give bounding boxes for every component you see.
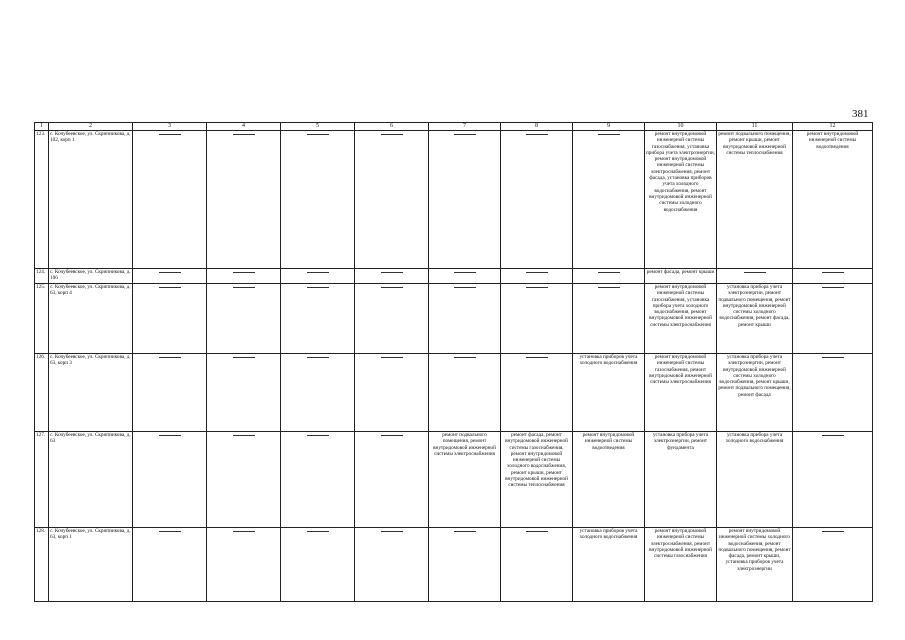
dash-mark [822, 357, 844, 358]
empty-cell [717, 269, 793, 284]
empty-cell [281, 528, 355, 602]
works-cell: установка прибора учета холодного водоснабжения [717, 432, 793, 528]
empty-cell [501, 354, 573, 432]
dash-mark [159, 287, 181, 288]
dash-mark [159, 357, 181, 358]
works-cell: ремонт внутридомовой инженерной системы газоснабжения, установка прибора учета электроэнергии, ремонт внутридомовой инженерной системы электроснабжения, ремонт фасада, установка приборов учета холодного водоснабжения, ремонт внутридомовой инженерной системы холодного водоснабжения [645, 131, 717, 269]
dash-mark [307, 134, 329, 135]
column-header-1: 1 [35, 123, 49, 131]
dash-mark [526, 531, 548, 532]
dash-mark [598, 287, 620, 288]
dash-mark [526, 357, 548, 358]
empty-cell [133, 432, 207, 528]
empty-cell [355, 432, 429, 528]
works-cell: ремонт фасада, ремонт крыши [645, 269, 717, 284]
empty-cell [573, 284, 645, 354]
empty-cell [793, 432, 873, 528]
dash-mark [233, 357, 255, 358]
empty-cell [573, 269, 645, 284]
table-row [35, 528, 873, 602]
works-cell: установка прибора учета электроэнергии, ремонт фундамента [645, 432, 717, 528]
empty-cell [207, 528, 281, 602]
works-cell: ремонт подвального помещения, ремонт внутридомовой инженерной системы электроснабжения [429, 432, 501, 528]
empty-cell [133, 528, 207, 602]
works-cell: ремонт подвального помещения, ремонт крыши, ремонт внутридомовой инженерной системы теплоснабжения [717, 131, 793, 269]
empty-cell [207, 131, 281, 269]
column-header-11: 11 [717, 123, 793, 131]
page-number: 381 [852, 108, 869, 120]
empty-cell [429, 131, 501, 269]
dash-mark [822, 435, 844, 436]
dash-mark [381, 287, 403, 288]
empty-cell [133, 131, 207, 269]
address-cell: с. Кочубеевское, ул. Скрипникова, д. 63, корп 1 [49, 528, 133, 602]
dash-mark [454, 287, 476, 288]
dash-mark [233, 272, 255, 273]
empty-cell [355, 131, 429, 269]
column-header-5: 5 [281, 123, 355, 131]
column-header-8: 8 [501, 123, 573, 131]
empty-cell [207, 432, 281, 528]
dash-mark [454, 134, 476, 135]
dash-mark [233, 435, 255, 436]
dash-mark [159, 435, 181, 436]
works-cell: установка приборов учета холодного водоснабжения [573, 354, 645, 432]
dash-mark [159, 272, 181, 273]
column-header-12: 12 [793, 123, 873, 131]
works-cell: ремонт внутридомовой инженерной системы холодного водоснабжения, ремонт подвального помещения, ремонт фасада, ремонт крыши, установка приборов учета электроэнергии [717, 528, 793, 602]
dash-mark [233, 287, 255, 288]
header-row [35, 123, 873, 131]
dash-mark [454, 272, 476, 273]
address-cell: с. Кочубеевское, ул. Скрипникова, д. 63 [49, 432, 133, 528]
column-header-7: 7 [429, 123, 501, 131]
works-cell: установка приборов учета холодного водоснабжения [573, 528, 645, 602]
row-number: 125. [35, 284, 49, 354]
row-number: 126. [35, 354, 49, 432]
dash-mark [598, 272, 620, 273]
dash-mark [454, 357, 476, 358]
empty-cell [573, 131, 645, 269]
empty-cell [355, 284, 429, 354]
empty-cell [355, 354, 429, 432]
empty-cell [207, 269, 281, 284]
dash-mark [822, 531, 844, 532]
dash-mark [381, 272, 403, 273]
row-number: 127. [35, 432, 49, 528]
table-row [35, 269, 873, 284]
works-cell: установка прибора учета электроэнергии, ремонт подвального помещения, ремонт внутридомовой инженерной системы холодного водоснабжения, ремонт фасада, ремонт крыши [717, 284, 793, 354]
table-row [35, 284, 873, 354]
dash-mark [381, 134, 403, 135]
dash-mark [454, 531, 476, 532]
dash-mark [159, 531, 181, 532]
dash-mark [598, 134, 620, 135]
dash-mark [233, 134, 255, 135]
empty-cell [133, 284, 207, 354]
column-header-6: 6 [355, 123, 429, 131]
empty-cell [355, 269, 429, 284]
dash-mark [526, 134, 548, 135]
empty-cell [501, 269, 573, 284]
empty-cell [793, 354, 873, 432]
dash-mark [307, 435, 329, 436]
dash-mark [744, 272, 766, 273]
dash-mark [307, 357, 329, 358]
works-cell: ремонт внутридомовой инженерной системы водоотведения [793, 131, 873, 269]
empty-cell [793, 269, 873, 284]
empty-cell [281, 432, 355, 528]
works-cell: установка прибора учета электроэнергии, ремонт внутридомовой инженерной системы холодного водоснабжения, ремонт крыши, ремонт подвального помещения, ремонт фасада [717, 354, 793, 432]
dash-mark [307, 272, 329, 273]
empty-cell [429, 269, 501, 284]
dash-mark [822, 272, 844, 273]
column-header-2: 2 [49, 123, 133, 131]
empty-cell [501, 528, 573, 602]
address-cell: с. Кочубеевское, ул. Скрипникова, д. 63, корп 4 [49, 284, 133, 354]
dash-mark [307, 287, 329, 288]
address-cell: с. Кочубеевское, ул. Скрипникова, д. 106 [49, 269, 133, 284]
empty-cell [281, 269, 355, 284]
address-cell: с. Кочубеевское, ул. Скрипникова, д. 63, корп 3 [49, 354, 133, 432]
column-header-3: 3 [133, 123, 207, 131]
table-row [35, 432, 873, 528]
empty-cell [207, 354, 281, 432]
works-cell: ремонт внутридомовой инженерной системы водоотведения [573, 432, 645, 528]
dash-mark [307, 531, 329, 532]
empty-cell [429, 284, 501, 354]
dash-mark [233, 531, 255, 532]
address-cell: с. Кочубеевское, ул. Скрипникова, д. 102, корп 1 [49, 131, 133, 269]
empty-cell [207, 284, 281, 354]
empty-cell [793, 284, 873, 354]
column-header-10: 10 [645, 123, 717, 131]
works-cell: ремонт внутридомовой инженерной системы газоснабжения, установка прибора учета холодного водоснабжения, ремонт внутридомовой инженерной системы электроснабжения [645, 284, 717, 354]
empty-cell [429, 354, 501, 432]
table-row [35, 354, 873, 432]
empty-cell [429, 528, 501, 602]
empty-cell [133, 354, 207, 432]
dash-mark [822, 287, 844, 288]
works-cell: ремонт фасада, ремонт внутридомовой инженерной системы газоснабжения, ремонт внутридомовой инженерной системы холодного водоснабжения, ремонт крыши, ремонт внутридомовой инженерной системы теплоснабжения [501, 432, 573, 528]
dash-mark [381, 435, 403, 436]
dash-mark [526, 287, 548, 288]
works-cell: ремонт внутридомовой инженерной системы электроснабжения, ремонт внутридомовой инженерной системы газоснабжения [645, 528, 717, 602]
dash-mark [159, 134, 181, 135]
empty-cell [281, 284, 355, 354]
empty-cell [281, 354, 355, 432]
register-table [34, 122, 873, 602]
works-cell: ремонт внутридомовой инженерной системы газоснабжения, ремонт внутридомовой инженерной системы электроснабжения [645, 354, 717, 432]
row-number: 128. [35, 528, 49, 602]
dash-mark [526, 272, 548, 273]
column-header-9: 9 [573, 123, 645, 131]
empty-cell [501, 131, 573, 269]
column-header-4: 4 [207, 123, 281, 131]
empty-cell [133, 269, 207, 284]
empty-cell [501, 284, 573, 354]
dash-mark [381, 531, 403, 532]
empty-cell [281, 131, 355, 269]
row-number: 123. [35, 131, 49, 269]
row-number: 124. [35, 269, 49, 284]
dash-mark [381, 357, 403, 358]
table-row [35, 131, 873, 269]
empty-cell [793, 528, 873, 602]
empty-cell [355, 528, 429, 602]
